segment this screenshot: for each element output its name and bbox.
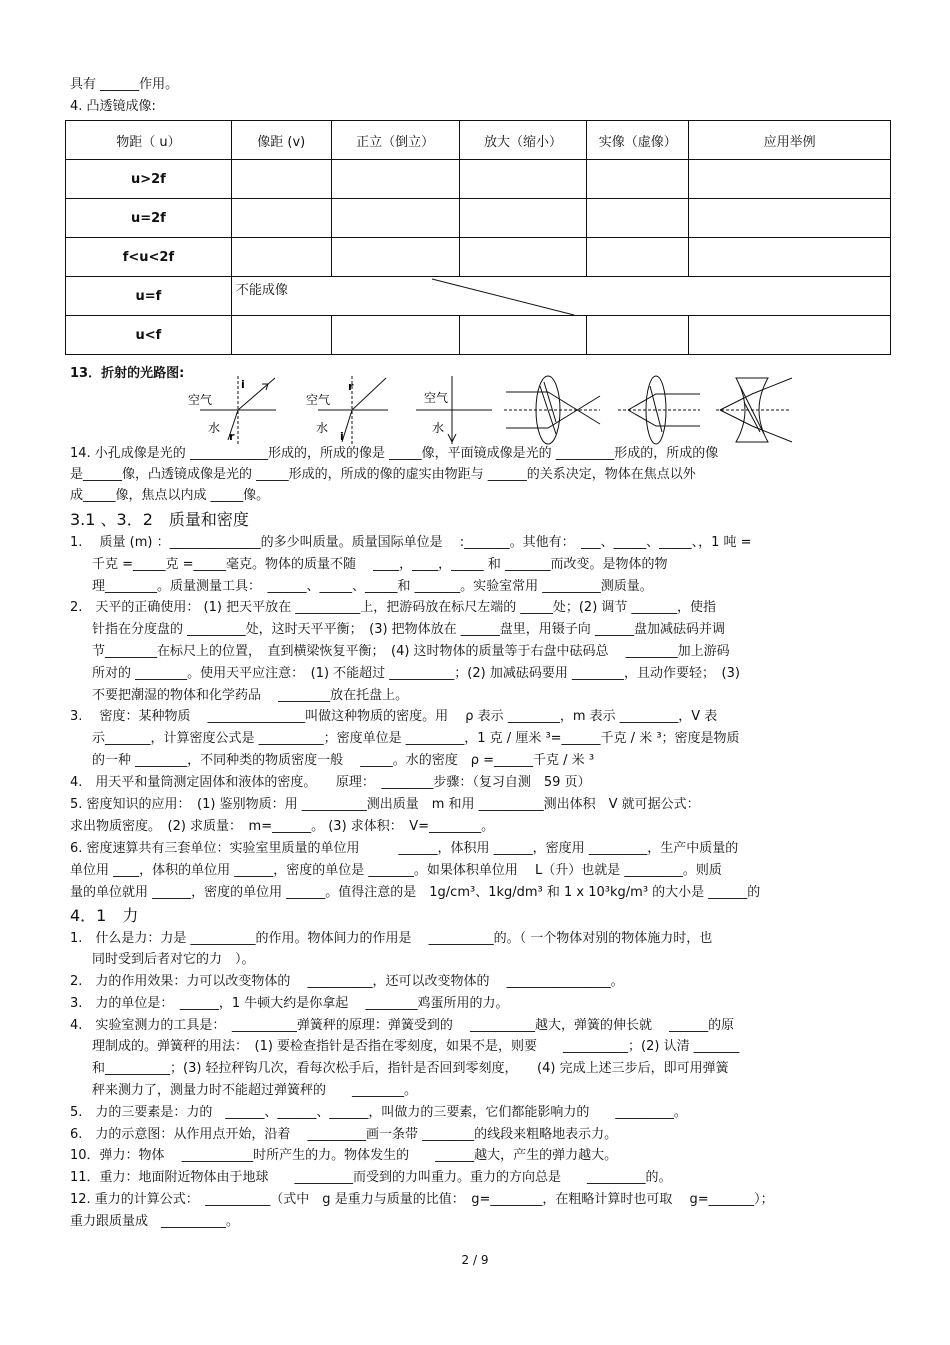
- text-line: 所对的 ________。使用天平应注意： (1) 不能超过 __________；(2) 加减砝码要用 ________，且动作要轻； (3): [92, 666, 740, 681]
- water-label: 水: [208, 421, 221, 435]
- section-title-force: 4．1 力: [70, 906, 139, 925]
- text-line: 11．重力：地面附近物体由于地球 _________而受到的力叫重力。重力的方向总是 _________的。: [70, 1170, 672, 1185]
- text-line: 3. 力的单位是： ______，1 牛顿大约是你拿起 ________鸡蛋所用的力。: [70, 996, 509, 1011]
- text-line: 千克 =_____克 =_____毫克。物体的质量不随 ____，____，_____ 和 _______而改变。是物体的物: [92, 557, 668, 572]
- no-image-text: 不能成像: [235, 283, 288, 298]
- table-cell[interactable]: [459, 199, 587, 238]
- top-line: 具有 ______作用。: [70, 77, 179, 92]
- table-cell[interactable]: [231, 160, 331, 199]
- text-line: 单位用 ____，体积的单位用 ______，密度的单位是 _______。如果体积单位用 L（升）也就是 _________。则质: [70, 863, 722, 878]
- table-cell[interactable]: [231, 316, 331, 355]
- row-label: f<u<2f: [66, 238, 232, 277]
- table-cell[interactable]: [331, 238, 459, 277]
- text-line: 重力跟质量成 __________。: [70, 1214, 240, 1229]
- text-line: 不要把潮湿的物体和化学药品 ________放在托盘上。: [92, 688, 409, 703]
- air-label: 空气: [188, 393, 213, 407]
- table-cell[interactable]: [587, 238, 689, 277]
- row-label: u=2f: [66, 199, 232, 238]
- table-cell[interactable]: [231, 238, 331, 277]
- col-header-object-distance: 物距（ u）: [66, 121, 232, 160]
- text-line: 针指在分度盘的 _________处，这时天平平衡； (3) 把物体放在 ______盘里，用镊子向 ______盘加减砝码并调: [92, 622, 725, 637]
- row-label: u>2f: [66, 160, 232, 199]
- angle-r-label: r: [348, 380, 354, 393]
- table-row: [66, 316, 891, 355]
- text-line: 秤来测力了，测量力时不能超过弹簧秤的 ________。: [92, 1083, 418, 1098]
- text-line: 10．弹力：物体 ___________时所产生的力。物体发生的 ______越大，产生的弹力越大。: [70, 1148, 618, 1163]
- table-cell[interactable]: [689, 160, 891, 199]
- table-row: [66, 160, 891, 199]
- refraction-diagrams: [180, 372, 800, 452]
- text-line: 量的单位就用 ______，密度的单位用 ______。值得注意的是 1g/cm³、1kg/dm³ 和 1 x 10³kg/m³ 的大小是 ______的: [70, 885, 761, 900]
- table-cell[interactable]: [459, 160, 587, 199]
- text-line: 同时受到后者对它的力 ）。: [92, 952, 255, 967]
- text-line: 1. 质量 (m) ：______________的多少叫质量。质量国际单位是 :_______。其他有： ___、_____、_____、，1 吨 =: [70, 535, 752, 550]
- text-line: 求出物质密度。 (2) 求质量： m=______。 (3) 求体积： V=________。: [70, 819, 495, 834]
- table-cell[interactable]: [587, 316, 689, 355]
- water-label: 水: [316, 421, 329, 435]
- table-cell[interactable]: [587, 160, 689, 199]
- text-line: 的一种 ________，不同种类的物质密度一般 _____。水的密度 ρ =______千克 / 米 ³: [92, 753, 595, 768]
- text-line: 4. 用天平和量筒测定固体和液体的密度。 原理： ________步骤：（复习自测 59 页）: [70, 775, 591, 790]
- text-line: 示_______，计算密度公式是 __________；密度单位是 _________，1 克 / 厘米 ³=______千克 / 米 ³；密度是物质: [92, 731, 740, 746]
- q14-line-1: 14. 小孔成像是光的 ____________形成的，所成的像是 _____像，平面镜成像是光的 _________形成的，所成的像: [70, 446, 719, 461]
- row-label: u<f: [66, 316, 232, 355]
- table-row: [66, 199, 891, 238]
- angle-r-label: r: [229, 430, 235, 443]
- section-title-mass-density: 3.1 、3．2 质量和密度: [70, 510, 249, 529]
- text-line: 1. 什么是力：力是 __________的作用。物体间力的作用是 __________的。（ 一个物体对别的物体施力时，也: [70, 931, 713, 946]
- text-line: 理制成的。弹簧秤的用法： (1) 要检查指针是否指在零刻度，如果不是，则要 __________；(2) 认清 _______: [92, 1039, 740, 1054]
- q14-line-3: 成_____像，焦点以内成 _____像。: [70, 488, 270, 503]
- table-row: [66, 277, 891, 316]
- text-line: 2. 力的作用效果：力可以改变物体的 __________，还可以改变物体的 ________________。: [70, 974, 624, 989]
- col-header-image-distance: 像距 (v): [231, 121, 331, 160]
- air-label: 空气: [306, 393, 331, 407]
- table-cell[interactable]: [689, 316, 891, 355]
- no-image-cell: [231, 277, 890, 316]
- table-row: [66, 238, 891, 277]
- table-cell[interactable]: [331, 316, 459, 355]
- table-cell[interactable]: [459, 316, 587, 355]
- text-line: 6. 力的示意图：从作用点开始，沿着 _________画一条带 ________的线段来粗略地表示力。: [70, 1127, 618, 1142]
- col-header-real: 实像（虚像）: [587, 121, 689, 160]
- text-line: 节________在标尺上的位置， 直到横梁恢复平衡； (4) 这时物体的质量等于右盘中砝码总 ________加上游码: [92, 644, 730, 659]
- text-line: 6. 密度速算共有三套单位：实验室里质量的单位用 ______，体积用 ______，密度用 _________，生产中质量的: [70, 841, 739, 856]
- air-label: 空气: [424, 391, 449, 405]
- text-line: 2. 天平的正确使用： (1) 把天平放在 __________上，把游码放在标尺左端的 _____处；(2) 调节 _______，使指: [70, 600, 717, 615]
- table-cell[interactable]: [689, 238, 891, 277]
- col-header-upright: 正立（倒立）: [331, 121, 459, 160]
- text-line: 4. 实验室测力的工具是： __________弹簧秤的原理：弹簧受到的 __________越大，弹簧的伸长就 ______的原: [70, 1018, 735, 1033]
- water-label: 水: [432, 421, 445, 435]
- col-header-application: 应用举例: [689, 121, 891, 160]
- angle-i-label: i: [340, 430, 344, 443]
- text-line: 12. 重力的计算公式： __________（式中 g 是重力与质量的比值： g=________，在粗略计算时也可取 g=_______）；: [70, 1192, 774, 1207]
- q13-title: 13．折射的光路图:: [70, 366, 185, 381]
- table-cell[interactable]: [587, 199, 689, 238]
- text-line: 5. 密度知识的应用： (1) 鉴别物质：用 __________测出质量 m 和用 __________测出体积 V 就可据公式：: [70, 797, 700, 812]
- row-label: u=f: [66, 277, 232, 316]
- table-cell[interactable]: [689, 199, 891, 238]
- text-line: 3. 密度：某种物质 _______________叫做这种物质的密度。用 ρ 表示 ________，m 表示 _________，V 表: [70, 709, 718, 724]
- table-cell[interactable]: [331, 199, 459, 238]
- text-line: 理________。质量测量工具： ______、_____、_____和 _______。实验室常用 _________测质量。: [92, 579, 653, 594]
- text-line: 和__________；(3) 轻拉秤钩几次，看每次松手后，指针是否回到零刻度， (4) 完成上述三步后，即可用弹簧: [92, 1061, 729, 1076]
- angle-i-label: i: [241, 378, 245, 391]
- lens-title: 4. 凸透镜成像:: [70, 99, 156, 114]
- table-cell[interactable]: [231, 199, 331, 238]
- diagonal-line: [232, 277, 892, 317]
- q14-line-2: 是______像，凸透镜成像是光的 _____形成的，所成的像的虚实由物距与 ______的关系决定，物体在焦点以外: [70, 467, 696, 482]
- table-cell[interactable]: [331, 160, 459, 199]
- page-number: 2 / 9: [461, 1253, 489, 1267]
- lens-table: [65, 120, 891, 355]
- table-cell[interactable]: [459, 238, 587, 277]
- text-line: 5. 力的三要素是：力的 ______、______、______，叫做力的三要素，它们都能影响力的 _________。: [70, 1105, 687, 1120]
- col-header-magnify: 放大（缩小）: [459, 121, 587, 160]
